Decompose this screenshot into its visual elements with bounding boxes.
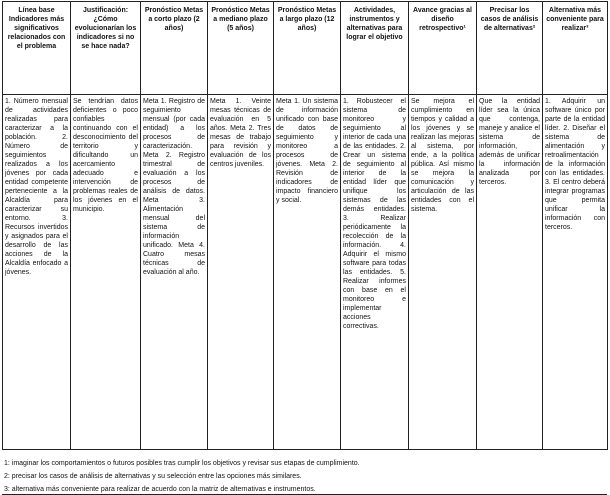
- header-short-term: Pronóstico Metas a corto plazo (2 años): [141, 2, 208, 95]
- cell-short-term: Meta 1. Registro de seguimiento mensual (por cada entidad) a los procesos de caracterización. Meta 2. Registro trimestral de evaluación a los procesos de análisis de datos. Meta 3. Alimentación mensual del sistema de información unificado. Meta 4. Cuatro mesas técnicas de evaluación al año.: [141, 95, 208, 450]
- cell-alternatives-cases: Que la entidad líder sea la única que contenga, maneje y analice el sistema de información, además de unificar la información analizada por terceros.: [477, 95, 543, 450]
- header-best-alternative: Alternativa más conveniente para realizar³: [543, 2, 608, 95]
- header-mid-term: Pronóstico Metas a mediano plazo (5 años): [208, 2, 274, 95]
- table-row: [3, 95, 608, 450]
- header-activities: Actividades, instrumentos y alternativas para lograr el objetivo: [341, 2, 409, 95]
- header-long-term: Pronóstico Metas a largo plazo (12 años): [274, 2, 341, 95]
- footnote-3: 3: alternativa más conveniente para realizar de acuerdo con la matriz de alternativas e instrumentos.: [4, 486, 316, 493]
- planning-table: [2, 1, 608, 450]
- cell-long-term: Meta 1. Un sistema de información unificado con base de datos de seguimiento y monitoreo a procesos de jóvenes. Meta 2. Revisión de indicadores de impacto financiero y social.: [274, 95, 341, 450]
- footnote-2: 2: precisar los casos de análisis de alternativas y su selección entre las opciones más similares.: [4, 473, 302, 480]
- header-row: [3, 2, 608, 95]
- cell-mid-term: Meta 1. Veinte mesas técnicas de evaluación en 5 años. Meta 2. Tres mesas de trabajo para revisión y evaluación de los centros juveniles.: [208, 95, 274, 450]
- cell-activities: 1. Robustecer el sistema de monitoreo y seguimiento al interior de cada una de las entidades. 2. Crear un sistema de seguimiento al interior de la entidad líder que unifique los sistemas de las demás entidades. 3. Realizar periódicamente la recolección de la información. 4. Adquirir el mismo software para todas las entidades. 5. Realizar informes con base en el monitoreo e implementar acciones correctivas.: [341, 95, 409, 450]
- cell-justification: Se tendrían datos deficientes o poco confiables continuando con el desconocimiento del territorio y dificultando un acercamiento adecuado e intervención de problemas reales de los jóvenes en el municipio.: [71, 95, 141, 450]
- header-baseline: Línea base Indicadores más significativos relacionados con el problema: [3, 2, 71, 95]
- footnote-1: 1: imaginar los comportamientos o futuros posibles tras cumplir los objetivos y revisar sus etapas de cumplimiento.: [4, 460, 360, 467]
- cell-baseline: 1. Número mensual de actividades realizadas para caracterizar a la población. 2. Número de seguimientos realizados a los jóvenes por cada entidad competente perteneciente a la Alcaldía para caracterizar su entorno. 3. Recursos invertidos y asignados para el desarrollo de las acciones de la Alcaldía enfocado a jóvenes.: [3, 95, 71, 450]
- cell-retrospective: Se mejora el cumplimiento en tiempos y calidad a los jóvenes y se realizan las mejoras al sistema, por ende, a la política pública. Así mismo se mejora la comunicación y articulación de las entidades con el sistema.: [409, 95, 477, 450]
- header-justification: Justificación: ¿Cómo evolucionarían los indicadores si no se hace nada?: [71, 2, 141, 95]
- header-retrospective: Avance gracias al diseño retrospectivo¹: [409, 2, 477, 95]
- header-alternatives-cases: Precisar los casos de análisis de alternativas²: [477, 2, 543, 95]
- cell-best-alternative: 1. Adquirir un software único por parte de la entidad líder. 2. Diseñar el sistema de alimentación y retroalimentación de la información con las entidades. 3. El centro deberá integrar programas que permita unificar la información con terceros.: [543, 95, 608, 450]
